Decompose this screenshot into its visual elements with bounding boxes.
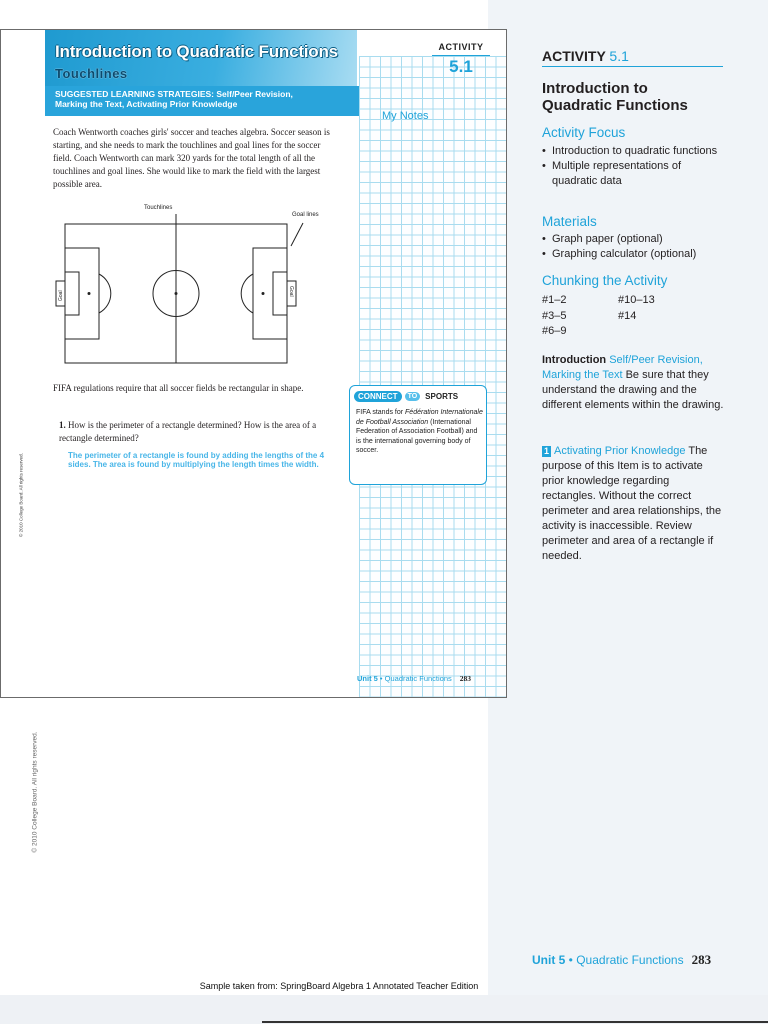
introduction-strategy: Self/Peer Revision, Marking the Text [542,354,703,381]
center-spot [175,293,177,295]
notes-grid [359,56,506,698]
materials-heading: Materials [542,214,597,229]
sidebar-footer-topic: Quadratic Functions [576,953,684,967]
activity-rule [432,55,490,56]
introduction-text: Be sure that they understand the drawing and the different elements within the drawing. [542,369,724,411]
chunk-item: #1–2 [542,294,567,306]
banner-margin [1,30,45,86]
activity-number: 5.1 [449,57,473,76]
connect-text-italic: Fédération Internationale de Football Association [356,409,483,426]
connect-label: CONNECT [354,391,402,402]
fifa-paragraph: FIFA regulations require that all soccer fields be rectangular in shape. [53,383,304,393]
learning-strategies [45,86,359,116]
sidebar-title [542,80,724,114]
activity-label: ACTIVITY [438,42,484,52]
footer-page-number: 283 [459,674,472,683]
page-subtitle: Touchlines [55,66,128,81]
sidebar-activity-number: 5.1 [609,48,629,64]
goal-lines-label: Goal lines [292,212,319,218]
student-page [0,29,507,698]
item-1-note [542,444,724,564]
item-1-badge: 1 [544,446,550,456]
list-item: • Graph paper (optional) [542,232,724,247]
item-1-text: The purpose of this Item is to activate prior knowledge regarding rectangles. Without the correct perimeter and area relationships, the activity is inaccessible. Review perimeter and area of a rectangle if needed. [542,445,722,562]
sidebar-footer-bullet: • [565,953,577,967]
my-notes-label: My Notes [382,110,429,122]
list-item: • Graphing calculator (optional) [542,247,724,262]
chunk-item: #6–9 [542,325,567,337]
connect-text-a: FIFA stands for [356,409,406,416]
sidebar-title-line-2: Quadratic Functions [542,97,688,114]
item-1-strategy: Activating Prior Knowledge [554,445,686,457]
chunking-heading: Chunking the Activity [542,273,668,288]
right-goal-box [273,272,287,315]
list-item: • Multiple representations of quadratic data [542,159,724,189]
left-penalty-spot [88,293,90,295]
sidebar-title-line-1: Introduction to [542,80,648,97]
list-item: • Introduction to quadratic functions [542,144,724,159]
page-footer [357,674,471,683]
connect-to-sports-box [349,385,487,485]
sidebar-rule [542,66,723,67]
question-1-number: 1. [59,420,66,430]
bottom-band [0,995,768,1024]
right-penalty-box [253,248,287,339]
bottom-rule [262,1021,768,1023]
activity-badge [426,42,496,77]
footer-unit: Unit 5 [357,674,378,683]
connect-text-b: (International Federation of Association Football) and is the international governing body of soccer. [356,418,478,455]
connect-topic: SPORTS [425,391,459,401]
activity-focus-heading: Activity Focus [542,125,626,140]
strategies-line-2: Marking the Text, Activating Prior Knowledge [55,99,238,109]
chunk-item: #10–13 [618,294,655,306]
sidebar-footer-unit: Unit 5 [532,953,566,967]
left-goal-box [65,272,79,315]
sidebar-footer-page: 283 [691,952,712,967]
left-goal-label: Goal [58,290,64,301]
sidebar-activity [542,48,724,64]
touchlines-label: Touchlines [144,205,173,211]
chunking-list [542,293,724,340]
left-penalty-box [65,248,99,339]
strategies-line-1: SUGGESTED LEARNING STRATEGIES: Self/Peer Revision, [55,89,293,99]
left-penalty-arc [99,274,111,313]
connect-header [354,390,458,402]
sidebar-footer [532,952,711,968]
activity-focus-list [542,144,724,189]
sidebar-activity-prefix: ACTIVITY [542,48,610,64]
page-copyright [16,440,26,550]
answer-1: The perimeter of a rectangle is found by adding the lengths of the 4 sides. The area is found by multiplying the length times the width. [68,451,325,469]
soccer-field-diagram [51,210,311,370]
right-goal-label: Goal [288,286,294,297]
materials-list [542,232,724,262]
outer-copyright [29,722,41,862]
introduction-label: Introduction [542,354,607,366]
goal-lines-pointer [291,223,303,246]
question-1-text: How is the perimeter of a rectangle determined? How is the area of a rectangle determined? [59,420,317,443]
question-1 [59,419,329,445]
footer-bullet: • [377,674,385,683]
page-title: Introduction to Quadratic Functions [55,42,338,61]
introduction-note [542,353,724,413]
connect-to-label: TO [405,392,421,401]
page-copyright-text: © 2010 College Board. All rights reserved. [18,453,24,537]
intro-paragraph: Coach Wentworth coaches girls' soccer and teaches algebra. Soccer season is starting, and she needs to mark the touchlines and goal lines for the soccer field. Coach Wentworth can mark 320 yards for the total length of all the touchlines and goal lines. She would like to mark the field with the largest possible area. [53,127,330,189]
outer-copyright-text: © 2010 College Board. All rights reserved. [31,731,39,853]
connect-text [356,408,484,456]
sample-caption: Sample taken from: SpringBoard Algebra 1 Annotated Teacher Edition [199,981,479,991]
chunk-item: #14 [618,309,637,322]
right-penalty-spot [262,293,264,295]
footer-topic: Quadratic Functions [384,674,452,683]
chunk-item: #3–5 [542,309,567,322]
right-penalty-arc [241,274,253,313]
